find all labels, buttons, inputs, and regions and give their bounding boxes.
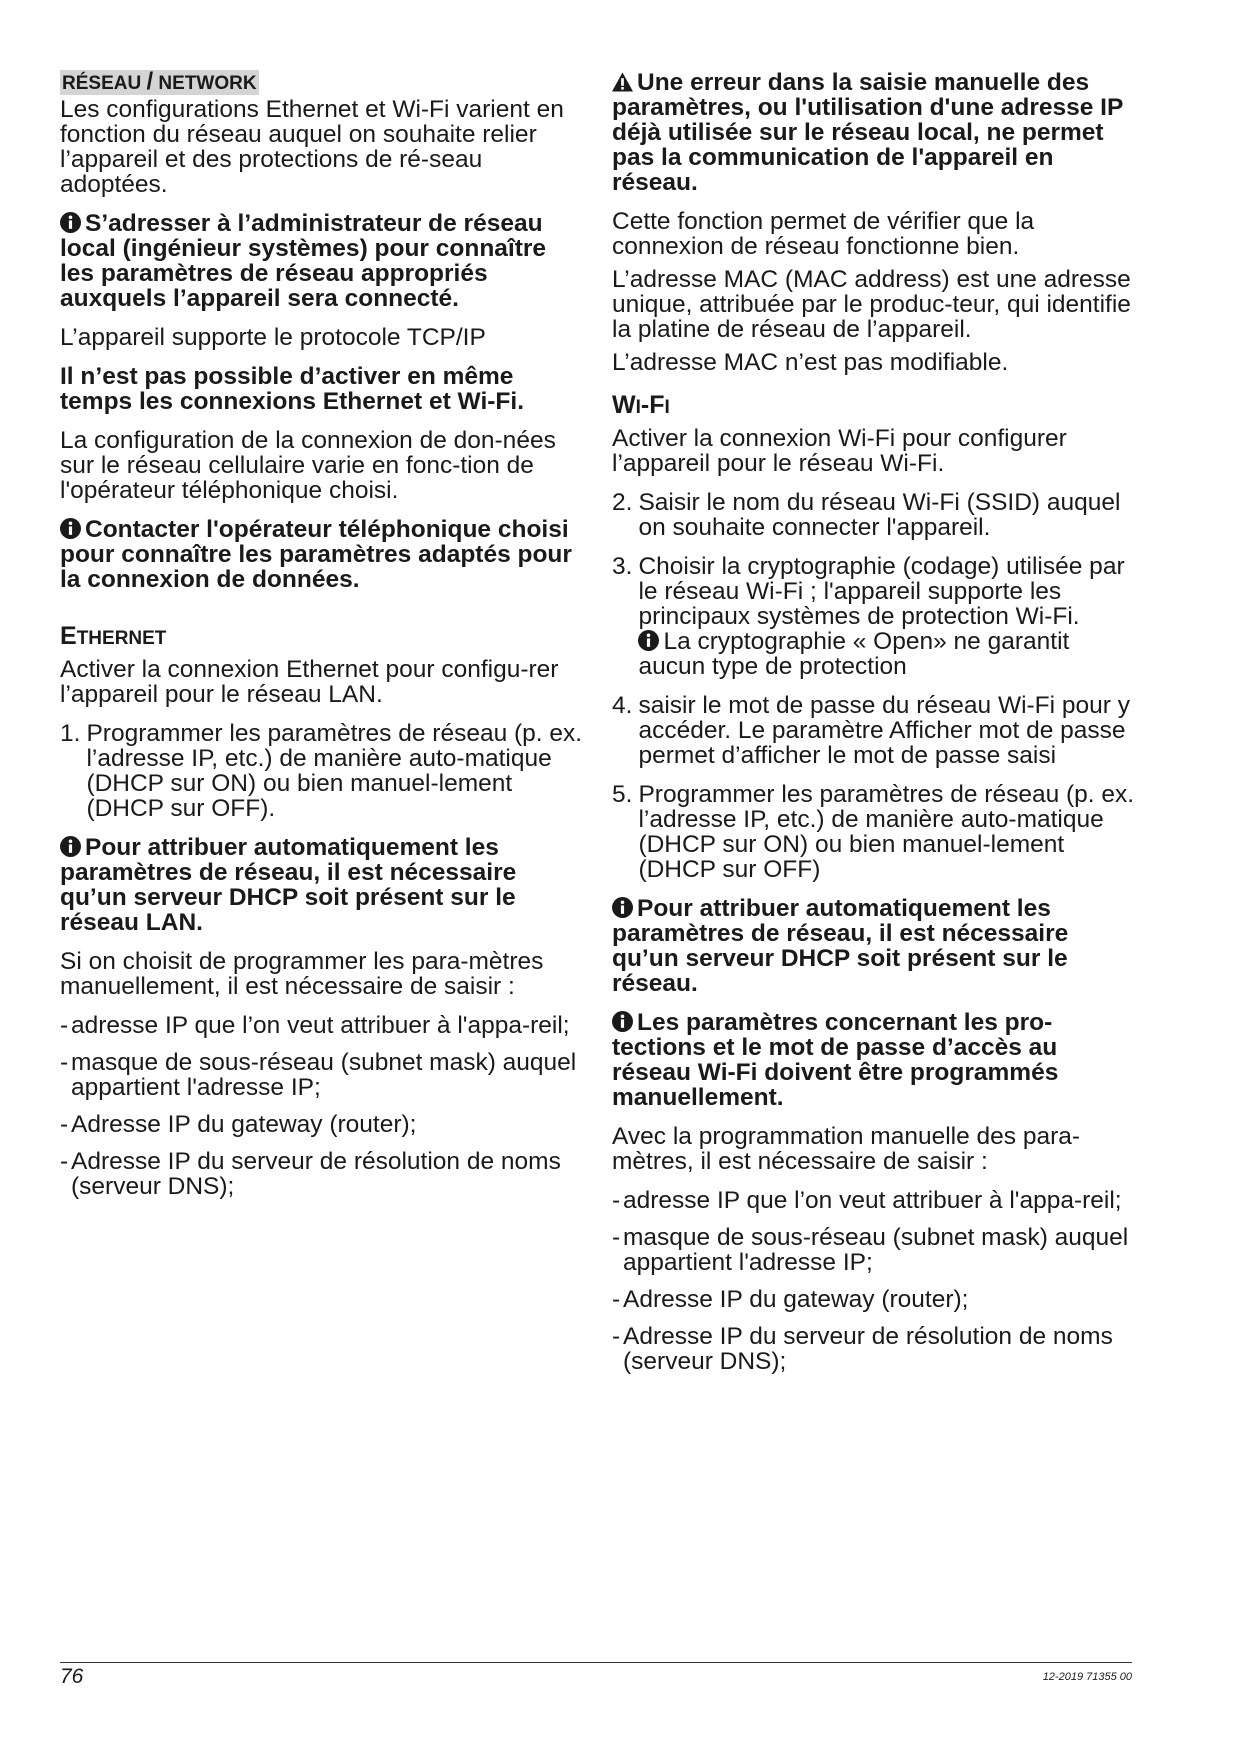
intro-paragraph: Les configurations Ethernet et Wi-Fi varient en fonction du réseau auquel on souhaite relier l’appareil et des protections de ré-seau adoptées. xyxy=(60,96,564,198)
ethernet-intro: Activer la connexion Ethernet pour configu-rer l’appareil pour le réseau LAN. xyxy=(60,656,559,708)
step-3-note: La cryptographie « Open» ne garantit aucun type de protection xyxy=(638,628,1070,680)
wifi-heading: WI-FI xyxy=(612,391,670,419)
info-icon xyxy=(612,1011,633,1032)
info-icon xyxy=(638,630,659,651)
list-item: - adresse IP que l’on veut attribuer à l'appa-reil; xyxy=(612,1187,1122,1214)
info-icon xyxy=(60,836,81,857)
check-text: Cette fonction permet de vérifier que la connexion de réseau fonctionne bien. xyxy=(612,208,1035,260)
list-item: - adresse IP que l’on veut attribuer à l'appa-reil; xyxy=(60,1012,570,1039)
info-icon xyxy=(60,518,81,539)
wifi-intro: Activer la connexion Wi-Fi pour configurer l’appareil pour le réseau Wi-Fi. xyxy=(612,425,1067,477)
list-item: - Adresse IP du gateway (router); xyxy=(60,1111,417,1138)
right-column xyxy=(612,70,1137,1386)
mac-fixed-text: L’adresse MAC n’est pas modifiable. xyxy=(612,349,1009,376)
step-4: 4. saisir le mot de passe du réseau Wi-Fi pour y accéder. Le paramètre Afficher mot de passe permet d’afficher le mot de passe saisi xyxy=(612,692,1130,769)
note-dhcp-lan: Pour attribuer automatiquement les paramètres de réseau, il est nécessaire qu’un serveur DHCP soit présent sur le réseau LAN. xyxy=(60,834,517,936)
section-tag: RÉSEAU / NETWORK xyxy=(62,68,257,95)
list-item: - masque de sous-réseau (subnet mask) auquel appartient l'adresse IP; xyxy=(612,1224,1129,1276)
note-protection: Les paramètres concernant les pro-tections et le mot de passe d’accès au réseau Wi-Fi doivent être programmés manuellement. xyxy=(612,1009,1059,1111)
manual-intro: Avec la programmation manuelle des para-mètres, il est nécessaire de saisir : xyxy=(612,1123,1081,1175)
manual-intro: Si on choisit de programmer les para-mètres manuellement, il est nécessaire de saisir : xyxy=(60,948,544,1000)
info-icon xyxy=(60,212,81,233)
mac-text: L’adresse MAC (MAC address) est une adresse unique, attribuée par le produc-teur, qui identifie la platine de réseau de l’appareil. xyxy=(612,266,1131,343)
list-item: - Adresse IP du serveur de résolution de noms (serveur DNS); xyxy=(60,1148,561,1200)
step-1: 1. Programmer les paramètres de réseau (p. ex. l’adresse IP, etc.) de manière auto-matique (DHCP sur ON) ou bien manuel-lement (DHCP sur OFF). xyxy=(60,720,583,822)
list-item: - Adresse IP du serveur de résolution de noms (serveur DNS); xyxy=(612,1323,1113,1375)
list-item: - Adresse IP du gateway (router); xyxy=(612,1286,969,1313)
not-possible-text: Il n’est pas possible d’activer en même temps les connexions Ethernet et Wi-Fi. xyxy=(60,363,525,415)
ethernet-heading: ETHERNET xyxy=(60,622,167,650)
step-3: 3. Choisir la cryptographie (codage) utilisée par le réseau Wi-Fi ; l'appareil supporte les principaux systèmes de protection Wi-Fi. La cryptographie « Open» ne garantit aucun type de protection xyxy=(612,554,1137,679)
note-dhcp-network: Pour attribuer automatiquement les paramètres de réseau, il est nécessaire qu’un serveur DHCP soit présent sur le réseau. xyxy=(612,895,1069,997)
note-admin: S’adresser à l’administrateur de réseau local (ingénieur systèmes) pour connaître les paramètres de réseau appropriés auxquels l’appareil sera connecté. xyxy=(60,210,547,312)
page-number: 76 xyxy=(60,1665,84,1688)
cellular-text: La configuration de la connexion de don-nées sur le réseau cellulaire varie en fonc-tion de l'opérateur téléphonique choisi. xyxy=(60,427,556,504)
note-operator: Contacter l'opérateur téléphonique choisi pour connaître les paramètres adaptés pour la connexion de données. xyxy=(60,516,572,593)
warning-text: Une erreur dans la saisie manuelle des paramètres, ou l'utilisation d'une adresse IP déjà utilisée sur le réseau local, ne permet pas la communication de l'appareil en réseau. xyxy=(612,69,1123,196)
step-2: 2. Saisir le nom du réseau Wi-Fi (SSID) auquel on souhaite connecter l'appareil. xyxy=(612,489,1121,541)
info-icon xyxy=(612,897,633,918)
document-code: 12-2019 71355 00 xyxy=(1042,1671,1132,1683)
warning-icon xyxy=(612,72,633,93)
step-5: 5. Programmer les paramètres de réseau (p. ex. l’adresse IP, etc.) de manière auto-matique (DHCP sur ON) ou bien manuel-lement (DHCP sur OFF) xyxy=(612,781,1135,883)
footer-divider xyxy=(60,1662,1132,1663)
left-column xyxy=(60,70,585,1211)
list-item: - masque de sous-réseau (subnet mask) auquel appartient l'adresse IP; xyxy=(60,1049,577,1101)
protocol-text: L’appareil supporte le protocole TCP/IP xyxy=(60,324,486,351)
